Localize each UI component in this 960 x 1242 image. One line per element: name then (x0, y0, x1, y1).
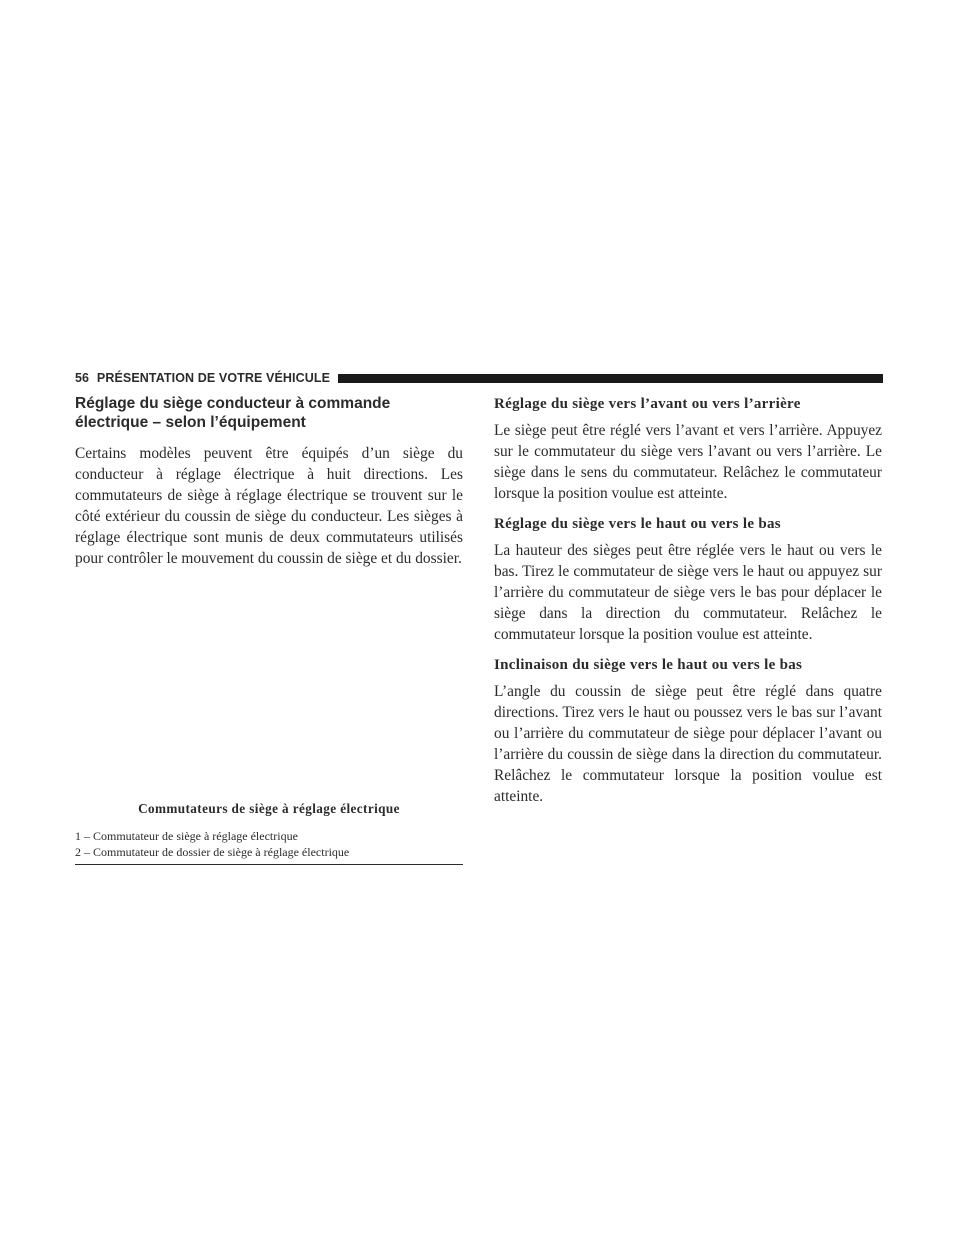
page-number: 56 (75, 371, 89, 385)
up-down-heading: Réglage du siège vers le haut ou vers le bas (494, 516, 781, 532)
header-rule (338, 374, 883, 383)
figure-caption: Commutateurs de siège à réglage électrique (138, 801, 400, 816)
left-column (75, 394, 463, 579)
page-header (75, 368, 883, 388)
power-seat-paragraph: Certains modèles peuvent être équipés d’un siège du conducteur à réglage électrique à huit directions. Les commutateurs de siège à réglage électrique se trouvent sur le côté extérieur du coussin de siège du conducteur. Les sièges à réglage électrique sont munis de deux commutateurs utilisés pour contrôler le mouvement du coussin de siège et du dossier. (75, 445, 463, 567)
up-down-paragraph: La hauteur des sièges peut être réglée vers le haut ou vers le bas. Tirez le commutateur de siège vers le haut ou appuyez sur l’arrière du commutateur de siège vers le bas pour déplacer le siège dans la direction du commutateur. Relâchez le commutateur lorsque la position voulue est atteinte. (494, 542, 882, 643)
section-title: PRÉSENTATION DE VOTRE VÉHICULE (96, 371, 331, 385)
power-seat-heading: Réglage du siège conducteur à commande électrique – selon l’équipement (75, 395, 391, 431)
legend-item-1: 1 – Commutateur de siège à réglage électrique (75, 829, 298, 843)
right-column (494, 394, 882, 817)
figure-legend (75, 828, 463, 865)
tilt-heading: Inclinaison du siège vers le haut ou vers le bas (494, 657, 803, 673)
tilt-paragraph: L’angle du coussin de siège peut être réglé dans quatre directions. Tirez vers le haut ou poussez vers le bas sur l’avant ou l’arrière du commutateur de siège pour déplacer l’avant ou l’arrière du coussin de siège dans la direction du commutateur. Relâchez le commutateur lorsque la position voulue est atteinte. (494, 683, 882, 805)
forward-rearward-heading: Réglage du siège vers l’avant ou vers l’arrière (494, 396, 801, 412)
forward-rearward-paragraph: Le siège peut être réglé vers l’avant et vers l’arrière. Appuyez sur le commutateur du siège vers l’avant ou vers l’arrière. Le siège dans le sens du commutateur. Relâchez le commutateur lorsque la position voulue est atteinte. (494, 422, 882, 502)
legend-item-2: 2 – Commutateur de dossier de siège à réglage électrique (75, 845, 350, 859)
figure-image-area (75, 580, 463, 795)
